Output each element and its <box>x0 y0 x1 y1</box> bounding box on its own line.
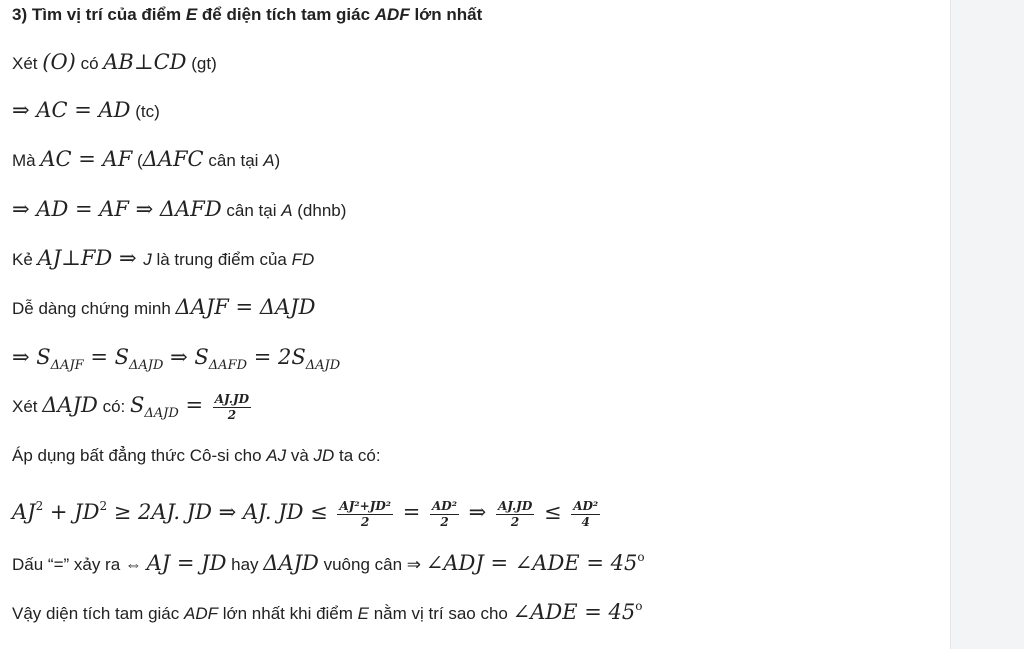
math: ⇒ <box>461 500 493 524</box>
step-7 <box>12 345 340 378</box>
fraction <box>213 392 251 423</box>
math-subscript: ΔAFD <box>208 358 248 373</box>
text: lớn nhất <box>409 5 483 24</box>
text: 3) Tìm vị trí của điểm <box>12 5 186 24</box>
math: ∠ADJ = ∠ADE = 45 <box>425 551 638 575</box>
math: ⇒ <box>12 197 37 221</box>
text: AJ <box>266 446 287 465</box>
right-sidebar <box>950 0 1024 649</box>
math: ⇒ <box>12 345 37 369</box>
math: ΔAFC <box>142 147 204 171</box>
math: ⇒ <box>12 98 37 122</box>
step-10 <box>12 494 603 530</box>
text: để diện tích tam giác <box>197 5 375 24</box>
text: ta có: <box>334 446 381 465</box>
fraction-denominator: 2 <box>227 408 237 422</box>
math: ⇒ S <box>163 345 209 369</box>
step-9 <box>12 444 381 468</box>
text: là trung điểm của <box>151 250 292 269</box>
text: Xét <box>12 54 43 73</box>
text: (tc) <box>130 102 160 121</box>
fraction <box>337 499 393 530</box>
step-8 <box>12 392 254 426</box>
math: = <box>396 500 427 524</box>
fraction-numerator: AD² <box>432 499 457 514</box>
text: (gt) <box>186 54 217 73</box>
text: A <box>281 201 293 220</box>
fraction-numerator: AJ²+JD² <box>339 499 392 514</box>
fraction-numerator: AD² <box>573 499 599 514</box>
text: E <box>185 5 198 24</box>
math: ≥ 2AJ. JD ⇒ AJ. JD ≤ <box>107 500 335 524</box>
text: nằm vị trí sao cho <box>369 604 513 623</box>
text: có <box>75 54 104 73</box>
step-3 <box>12 147 280 173</box>
fraction <box>430 499 459 530</box>
text: hay <box>226 555 264 574</box>
text: Dấu “=” xảy ra ⇔ <box>12 555 147 574</box>
text: ( <box>132 151 143 170</box>
text: J <box>143 250 152 269</box>
step-5 <box>12 246 314 272</box>
text: cân tại <box>203 151 264 170</box>
math: = S <box>83 345 130 369</box>
math: S <box>129 392 145 417</box>
step-11 <box>12 545 645 577</box>
text: E <box>357 604 369 623</box>
conclusion <box>12 594 642 626</box>
fraction-denominator: 2 <box>361 515 370 530</box>
math: (O) <box>42 50 76 74</box>
step-4 <box>12 197 346 223</box>
text: cân tại <box>221 201 282 220</box>
math: ΔAJD <box>42 392 98 417</box>
math: = 2S <box>247 345 306 369</box>
text: JD <box>313 446 335 465</box>
math: ΔAJD <box>263 551 319 575</box>
math-subscript: ΔAJD <box>305 358 341 373</box>
text: ADF <box>183 604 218 623</box>
fraction-denominator: 2 <box>440 515 449 530</box>
text: A <box>263 151 275 170</box>
math-superscript: o <box>635 599 643 613</box>
step-6 <box>12 295 315 321</box>
math: = <box>178 392 210 417</box>
fraction-numerator: AJ.JD <box>214 392 250 406</box>
math-subscript: ΔAJD <box>144 405 179 421</box>
text: và <box>286 446 314 465</box>
math: AD = AF ⇒ ΔAFD <box>36 197 222 221</box>
math: ≤ <box>537 500 569 524</box>
question-title <box>12 3 482 27</box>
text: Mà <box>12 151 41 170</box>
math: + JD <box>43 500 100 524</box>
fraction <box>496 499 534 530</box>
fraction-denominator: 2 <box>510 515 520 530</box>
math: ΔAJF = ΔAJD <box>175 295 316 319</box>
math-superscript: 2 <box>99 499 108 513</box>
text: Dễ dàng chứng minh <box>12 299 176 318</box>
math: AC = AF <box>40 147 133 171</box>
text: Xét <box>12 396 43 416</box>
math: AJ⊥FD ⇒ <box>37 246 144 270</box>
math: AB⊥CD <box>103 50 187 74</box>
text: Kẻ <box>12 250 38 269</box>
text: vuông cân ⇒ <box>318 555 426 574</box>
math: AJ = JD <box>146 551 227 575</box>
math: AC = AD <box>36 98 131 122</box>
math: S <box>36 345 51 369</box>
text: có: <box>97 396 130 416</box>
text: (dhnb) <box>292 201 347 220</box>
math-subscript: ΔAJF <box>50 358 84 373</box>
text: FD <box>291 250 315 269</box>
step-1 <box>12 50 217 76</box>
fraction <box>571 499 600 530</box>
text: Vậy diện tích tam giác <box>12 604 184 623</box>
step-2 <box>12 98 160 124</box>
math-superscript: o <box>637 550 645 564</box>
text: ) <box>274 151 281 170</box>
math-superscript: 2 <box>35 499 44 513</box>
text: lớn nhất khi điểm <box>217 604 358 623</box>
math: AJ <box>12 500 36 524</box>
text: Áp dụng bất đẳng thức Cô-si cho <box>12 446 267 465</box>
math-subscript: ΔAJD <box>129 358 164 373</box>
fraction-denominator: 4 <box>581 515 590 530</box>
fraction-numerator: AJ.JD <box>497 499 533 514</box>
text: ADF <box>374 5 410 24</box>
math: ∠ADE = 45 <box>512 600 636 624</box>
